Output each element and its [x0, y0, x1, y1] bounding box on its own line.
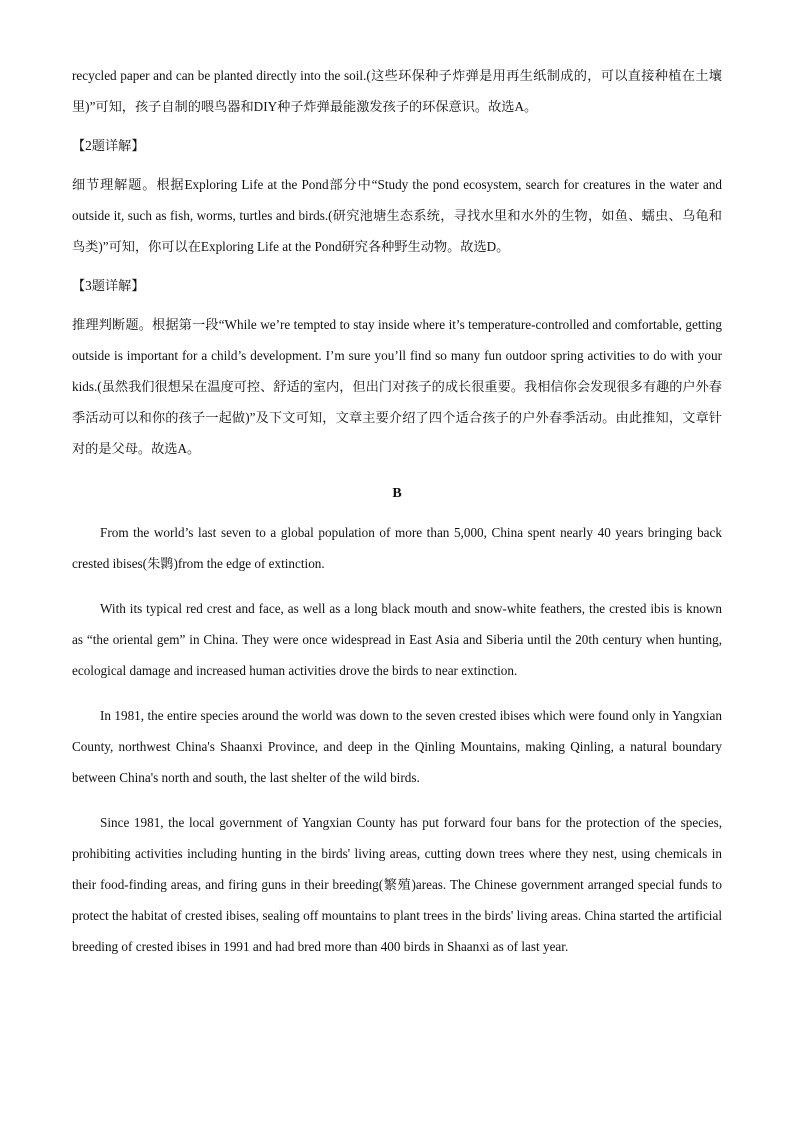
- q3-heading: 【3题详解】: [72, 278, 145, 293]
- q2-heading: 【2题详解】: [72, 138, 145, 153]
- passage-b-paragraph-1: From the world’s last seven to a global population of more than 5,000, China spent nearly 40 years bringing back crested ibises(朱鹮)from the edge of extinction.: [72, 525, 722, 571]
- passage-b-title: B: [392, 486, 402, 501]
- q3-explanation: 推理判断题。根据第一段“While we’re tempted to stay inside where it’s temperature-controlled and comfortable, getting outside is important for a child’s development. I’m sure you’ll find so many fun outdoor spring activities to do with your kids.(虽然我们很想呆在温度可控、舒适的室内，但出门对孩子的成长很重要。我相信你会发现很多有趣的户外春季活动可以和你的孩子一起做)”及下文可知，文章主要介绍了四个适合孩子的户外春季活动。由此推知，文章针对的是父母。故选A。: [72, 317, 722, 456]
- passage-b-paragraph-2: With its typical red crest and face, as well as a long black mouth and snow-white feathers, the crested ibis is known as “the oriental gem” in China. They were once widespread in East Asia and Siberia until the 20th century when hunting, ecological damage and increased human activities drove the birds to near extinction.: [72, 601, 722, 678]
- analysis-q1-continuation: recycled paper and can be planted directly into the soil.(这些环保种子炸弹是用再生纸制成的，可以直接种植在土壤里)”可知，孩子自制的喂鸟器和DIY种子炸弹最能激发孩子的环保意识。故选A。: [72, 68, 722, 114]
- q2-explanation: 细节理解题。根据Exploring Life at the Pond部分中“Study the pond ecosystem, search for creatures in the water and outside it, such as fish, worms, turtles and birds.(研究池塘生态系统，寻找水里和水外的生物，如鱼、蠕虫、乌龟和鸟类)”可知，你可以在Exploring Life at the Pond研究各种野生动物。故选D。: [72, 177, 722, 254]
- document-page: [72, 60, 722, 962]
- passage-b-paragraph-3: In 1981, the entire species around the world was down to the seven crested ibises which were found only in Yangxian County, northwest China's Shaanxi Province, and deep in the Qinling Mountains, making Qinling, a natural boundary between China's north and south, the last shelter of the wild birds.: [72, 708, 722, 785]
- passage-b-paragraph-4: Since 1981, the local government of Yangxian County has put forward four bans for the protection of the species, prohibiting activities including hunting in the birds' living areas, cutting down trees where they nest, using chemicals in their food-finding areas, and firing guns in their breeding(繁殖)areas. The Chinese government arranged special funds to protect the habitat of crested ibises, sealing off mountains to plant trees in the birds' living areas. China started the artificial breeding of crested ibises in 1991 and had bred more than 400 birds in Shaanxi as of last year.: [72, 815, 722, 954]
